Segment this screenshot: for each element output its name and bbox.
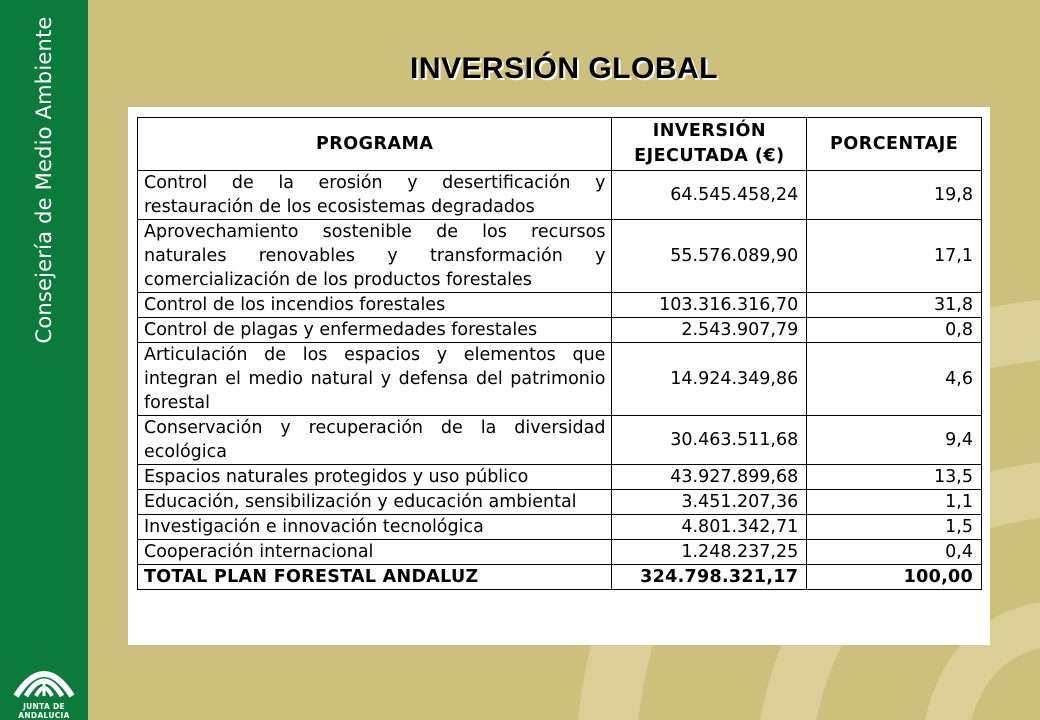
total-label-cell: TOTAL PLAN FORESTAL ANDALUZ	[138, 565, 612, 590]
table-row	[138, 343, 982, 416]
porcentaje-cell: 19,8	[807, 171, 982, 220]
porcentaje-cell: 1,1	[807, 490, 982, 515]
porcentaje-cell: 4,6	[807, 343, 982, 416]
porcentaje-cell: 17,1	[807, 220, 982, 293]
programa-cell: Control de los incendios forestales	[138, 293, 612, 318]
department-name: Consejería de Medio Ambiente	[32, 16, 56, 344]
porcentaje-cell: 31,8	[807, 293, 982, 318]
inversion-cell: 2.543.907,79	[612, 318, 807, 343]
programa-cell: Cooperación internacional	[138, 540, 612, 565]
porcentaje-cell: 0,8	[807, 318, 982, 343]
porcentaje-cell: 9,4	[807, 416, 982, 465]
porcentaje-cell: 13,5	[807, 465, 982, 490]
programa-cell: Control de plagas y enfermedades forestales	[138, 318, 612, 343]
investment-table	[137, 117, 982, 590]
investment-table-container	[128, 107, 990, 645]
inversion-cell: 43.927.899,68	[612, 465, 807, 490]
logo-text: JUNTA DE ANDALUCIA	[18, 702, 70, 720]
inversion-cell: 14.924.349,86	[612, 343, 807, 416]
junta-logo	[4, 650, 84, 718]
table-total-row	[138, 565, 982, 590]
inversion-cell: 103.316.316,70	[612, 293, 807, 318]
programa-cell: Investigación e innovación tecnológica	[138, 515, 612, 540]
header-porcentaje: PORCENTAJE	[807, 118, 982, 171]
inversion-cell: 4.801.342,71	[612, 515, 807, 540]
programa-cell: Espacios naturales protegidos y uso público	[138, 465, 612, 490]
table-header-row	[138, 118, 982, 171]
programa-cell: Educación, sensibilización y educación ambiental	[138, 490, 612, 515]
table-row	[138, 171, 982, 220]
table-row	[138, 318, 982, 343]
table-row	[138, 220, 982, 293]
programa-cell: Aprovechamiento sostenible de los recursos naturales renovables y transformación y comercialización de los productos forestales	[138, 220, 612, 293]
inversion-cell: 3.451.207,36	[612, 490, 807, 515]
table-row	[138, 465, 982, 490]
page-title: INVERSIÓN GLOBAL	[409, 52, 718, 85]
junta-arches-icon	[10, 650, 78, 702]
porcentaje-cell: 1,5	[807, 515, 982, 540]
inversion-cell: 55.576.089,90	[612, 220, 807, 293]
total-inversion-cell: 324.798.321,17	[612, 565, 807, 590]
programa-cell: Articulación de los espacios y elementos que integran el medio natural y defensa del patrimonio forestal	[138, 343, 612, 416]
inversion-cell: 1.248.237,25	[612, 540, 807, 565]
table-row	[138, 416, 982, 465]
header-inversion: INVERSIÓN EJECUTADA (€)	[612, 118, 807, 171]
porcentaje-cell: 0,4	[807, 540, 982, 565]
table-row	[138, 293, 982, 318]
table-row	[138, 515, 982, 540]
programa-cell: Conservación y recuperación de la diversidad ecológica	[138, 416, 612, 465]
table-row	[138, 490, 982, 515]
total-porcentaje-cell: 100,00	[807, 565, 982, 590]
inversion-cell: 64.545.458,24	[612, 171, 807, 220]
inversion-cell: 30.463.511,68	[612, 416, 807, 465]
sidebar	[0, 0, 88, 720]
header-programa: PROGRAMA	[138, 118, 612, 171]
table-row	[138, 540, 982, 565]
programa-cell: Control de la erosión y desertificación y restauración de los ecosistemas degradados	[138, 171, 612, 220]
